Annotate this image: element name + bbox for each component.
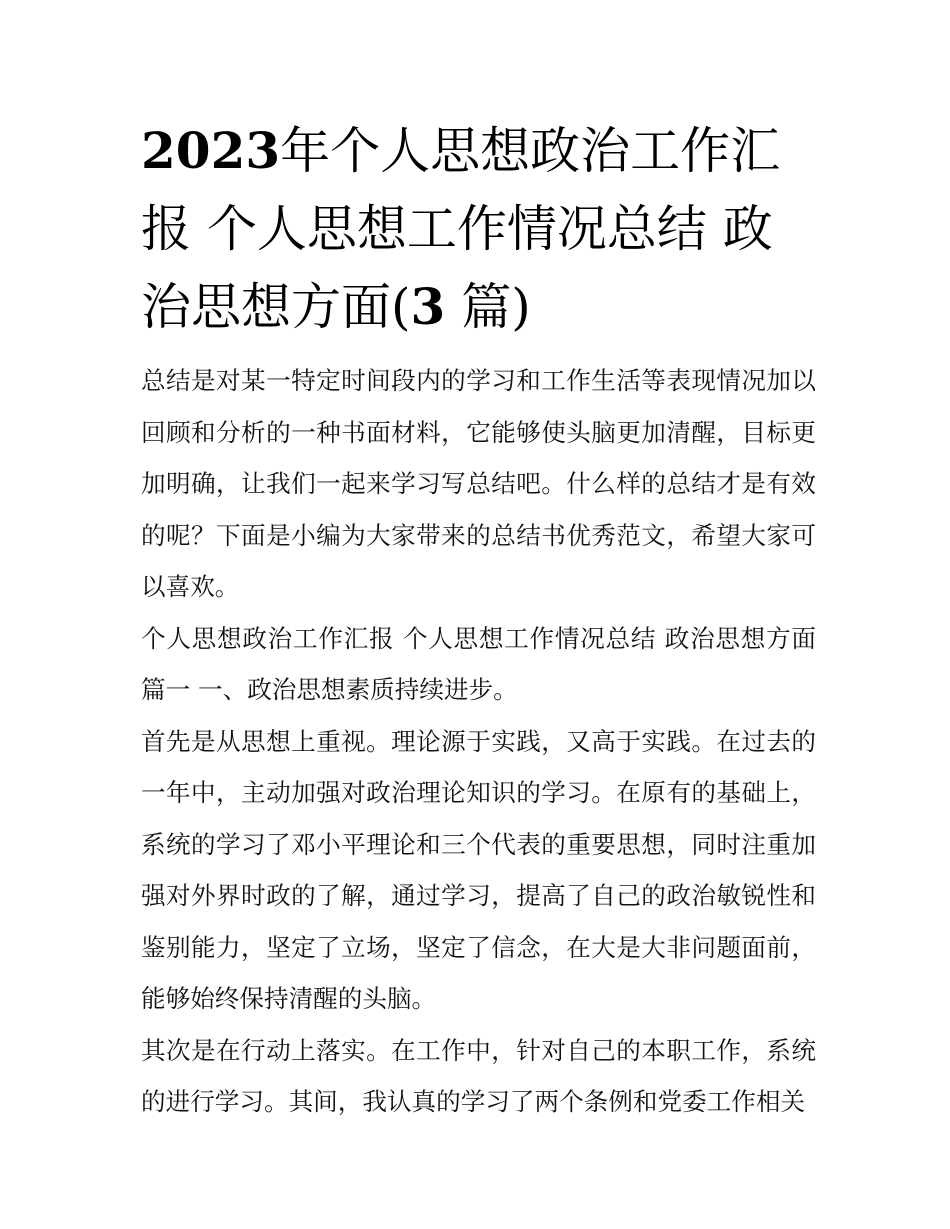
document-body (141, 355, 816, 1128)
document-title (141, 112, 821, 346)
paragraph-heading: 个人思想政治工作汇报 个人思想工作情况总结 政治思想方面篇一 一、政治思想素质持续进步。 (141, 623, 816, 704)
title-year: 2023 (141, 121, 281, 180)
title-suffix: 篇) (445, 278, 531, 336)
paragraph-intro: 总结是对某一特定时间段内的学习和工作生活等表现情况加以回顾和分析的一种书面材料，它能够使头脑更加清醒，目标更加明确，让我们一起来学习写总结吧。什么样的总结才是有效的呢？下面是小编为大家带来的总结书优秀范文，希望大家可以喜欢。 (141, 366, 816, 601)
title-text: 年个人思想政治工作汇报 个人思想工作情况总结 政治思想方面( (141, 122, 781, 336)
paragraph-first-point: 首先是从思想上重视。理论源于实践，又高于实践。在过去的一年中，主动加强对政治理论知识的学习。在原有的基础上，系统的学习了邓小平理论和三个代表的重要思想，同时注重加强对外界时政的了解，通过学习，提高了自己的政治敏锐性和鉴别能力，坚定了立场，坚定了信念，在大是大非问题面前，能够始终保持清醒的头脑。 (141, 726, 816, 1013)
title-count: 3 (410, 277, 446, 336)
paragraph-second-point: 其次是在行动上落实。在工作中，针对自己的本职工作，系统的进行学习。其间，我认真的学习了两个条例和党委工作相关 (141, 1035, 816, 1116)
